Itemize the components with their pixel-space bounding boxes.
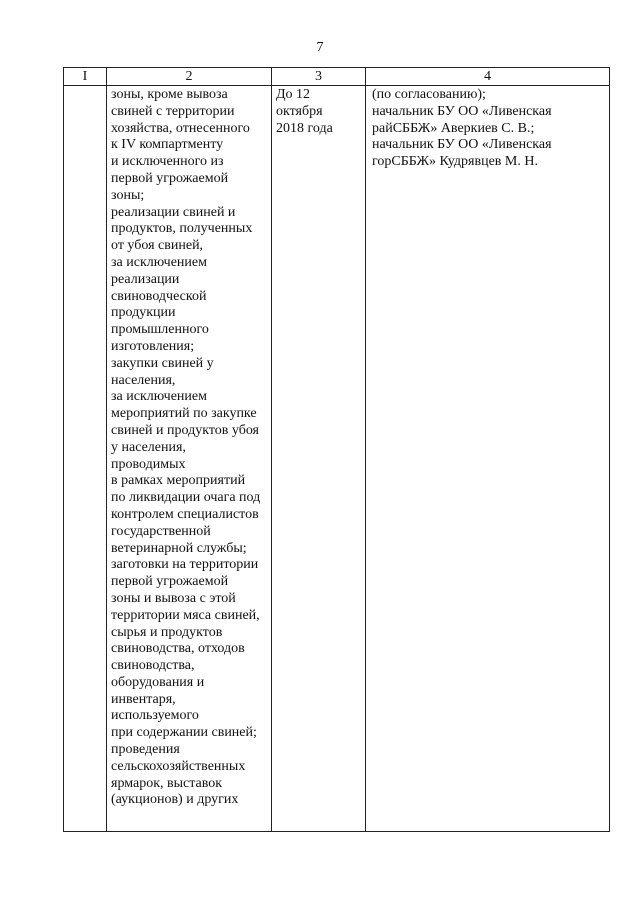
text-line: До 12 xyxy=(276,87,311,102)
document-table xyxy=(63,67,610,832)
text-line: в рамках мероприятий xyxy=(111,473,246,489)
text-line: начальник БУ ОО «Ливенская xyxy=(372,137,552,153)
page-number: 7 xyxy=(316,40,324,55)
text-line: заготовки на территории xyxy=(111,557,259,573)
text-line: за исключением xyxy=(111,254,207,270)
text-line: территории мяса свиней, xyxy=(111,607,260,623)
text-line: государственной xyxy=(111,523,211,539)
text-line: зоны, кроме вывоза xyxy=(111,87,228,102)
text-line: начальник БУ ОО «Ливенская xyxy=(372,103,552,119)
text-line: проводимых xyxy=(111,456,186,472)
text-line: ветеринарной службы; xyxy=(111,540,247,556)
text-line: зоны; xyxy=(111,187,145,203)
text-line: свиноводства, xyxy=(111,658,195,674)
text-line: свиней с территории xyxy=(111,103,235,119)
text-line: от убоя свиней, xyxy=(111,238,204,254)
text-line: (по согласованию); xyxy=(372,87,486,102)
column-header-1: I xyxy=(64,68,107,86)
text-line: закупки свиней у xyxy=(111,355,214,371)
text-line: 2018 года xyxy=(276,120,333,136)
text-line: оборудования и xyxy=(111,674,205,690)
table-cell-responsible xyxy=(366,86,610,832)
table-cell-deadline xyxy=(272,86,366,832)
table-cell-measures xyxy=(107,86,272,832)
text-line: по ликвидации очага под xyxy=(111,490,261,506)
text-line: населения, xyxy=(111,372,176,388)
text-line: октября xyxy=(276,103,323,119)
text-line: за исключением xyxy=(111,389,207,405)
text-line: сельскохозяйственных xyxy=(111,758,246,774)
text-line: при содержании свиней; xyxy=(111,725,257,741)
table-row xyxy=(64,86,610,832)
column-header-4: 4 xyxy=(366,68,610,86)
text-line: первой угрожаемой xyxy=(111,574,229,590)
text-line: у населения, xyxy=(111,439,186,455)
text-line: зоны и вывоза с этой xyxy=(111,590,236,606)
table-cell-number xyxy=(64,86,107,832)
text-line: контролем специалистов xyxy=(111,506,259,522)
text-line: (аукционов) и других xyxy=(111,792,239,808)
text-line: к IV компартменту xyxy=(111,137,224,153)
text-line: горСББЖ» Кудрявцев М. Н. xyxy=(372,154,538,170)
column-header-2: 2 xyxy=(107,68,272,86)
text-line: свиней и продуктов убоя xyxy=(111,422,259,438)
text-line: первой угрожаемой xyxy=(111,170,229,186)
text-line: инвентаря, xyxy=(111,691,176,707)
text-line: изготовления; xyxy=(111,338,195,354)
text-line: райСББЖ» Аверкиев С. В.; xyxy=(372,120,535,136)
text-line: хозяйства, отнесенного xyxy=(111,120,250,136)
table-header-row xyxy=(64,68,610,86)
text-line: продуктов, полученных xyxy=(111,221,253,237)
text-line: реализации свиней и xyxy=(111,204,236,220)
text-line: мероприятий по закупке xyxy=(111,406,257,422)
text-line: свиноводческой xyxy=(111,288,207,304)
text-line: сырья и продуктов xyxy=(111,624,223,640)
text-line: проведения xyxy=(111,742,180,758)
text-line: и исключенного из xyxy=(111,154,224,170)
text-line: реализации xyxy=(111,271,180,287)
text-line: ярмарок, выставок xyxy=(111,775,223,791)
text-line: свиноводства, отходов xyxy=(111,641,245,657)
column-header-3: 3 xyxy=(272,68,366,86)
text-line: продукции xyxy=(111,305,176,321)
text-line: промышленного xyxy=(111,322,209,338)
text-line: используемого xyxy=(111,708,199,724)
